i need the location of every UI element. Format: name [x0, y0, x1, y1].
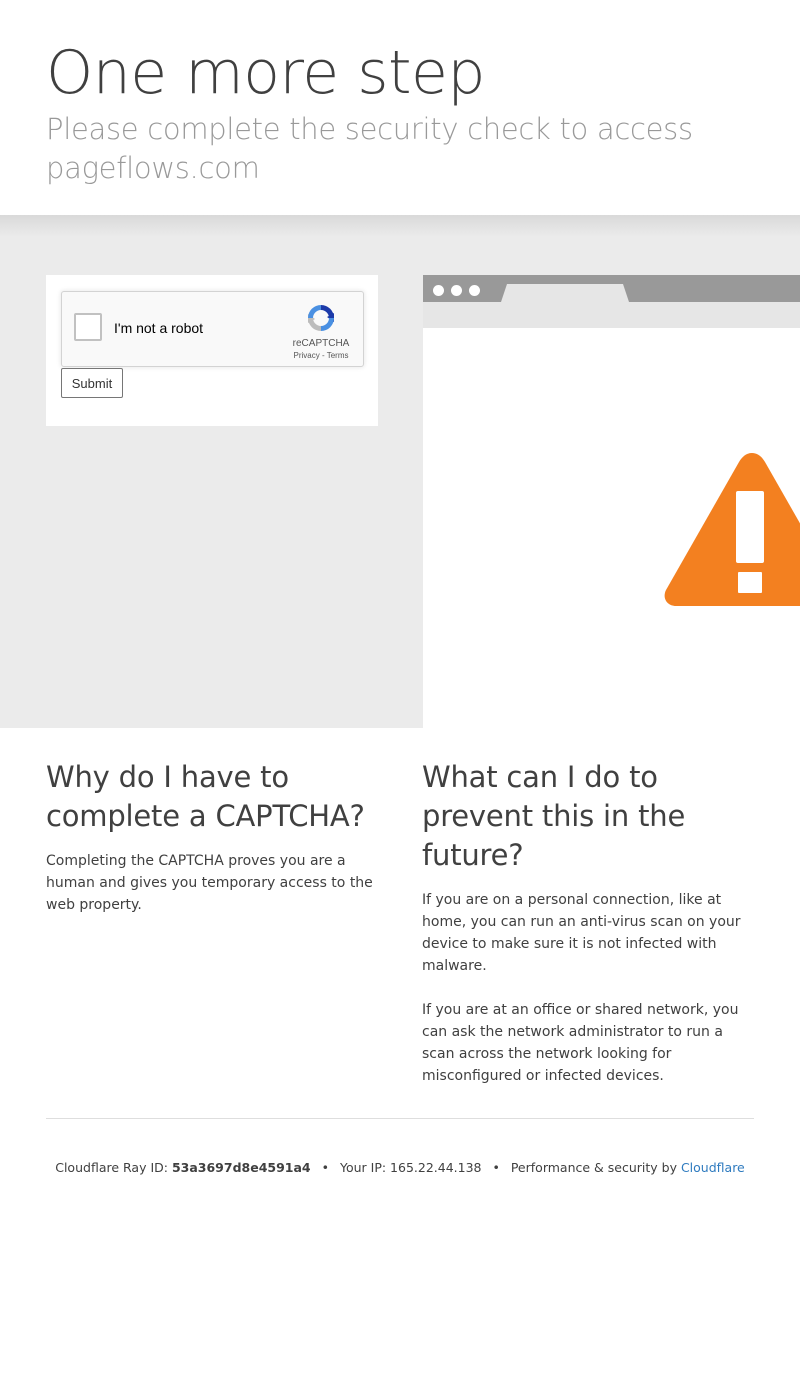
page-subtitle: Please complete the security check to access pageflows.com	[46, 112, 693, 185]
prevent-text-personal: If you are on a personal connection, like at home, you can run an anti-virus scan on your device to make sure it is not infected with malware.	[422, 892, 741, 974]
recaptcha-icon	[305, 302, 337, 334]
ray-id-label: Cloudflare Ray ID:	[55, 1160, 168, 1175]
page-title: One more step	[46, 38, 486, 108]
page-header	[0, 0, 800, 215]
browser-dot-icon	[469, 285, 480, 296]
footer-divider	[46, 1118, 754, 1119]
prevent-heading: What can I do to prevent this in the future?	[422, 760, 686, 872]
terms-link[interactable]: Terms	[326, 351, 349, 360]
browser-illustration	[423, 275, 800, 728]
why-captcha-section	[46, 758, 378, 916]
recaptcha-logo	[291, 302, 351, 360]
warning-triangle-icon	[662, 447, 800, 607]
browser-dot-icon	[451, 285, 462, 296]
link-separator: -	[319, 351, 327, 360]
privacy-link[interactable]: Privacy	[293, 351, 320, 360]
browser-titlebar	[423, 275, 800, 302]
ray-id-value: 53a3697d8e4591a4	[171, 1160, 311, 1175]
footer-separator: •	[492, 1160, 500, 1175]
recaptcha-widget	[61, 291, 364, 367]
captcha-form	[46, 275, 378, 426]
why-captcha-heading: Why do I have to complete a CAPTCHA?	[46, 760, 365, 833]
ip-value: 165.22.44.138	[390, 1160, 482, 1175]
performance-label: Performance & security by	[510, 1160, 677, 1175]
prevent-text-office: If you are at an office or shared network, you can ask the network administrator to run a scan across the network looking for misconfigured or infected devices.	[422, 1002, 739, 1084]
recaptcha-checkbox[interactable]	[74, 313, 102, 341]
recaptcha-links	[291, 351, 351, 360]
cloudflare-link[interactable]: Cloudflare	[680, 1160, 745, 1175]
recaptcha-label: I'm not a robot	[114, 320, 204, 336]
footer-separator: •	[321, 1160, 329, 1175]
why-captcha-text: Completing the CAPTCHA proves you are a human and gives you temporary access to the web property.	[46, 853, 373, 913]
browser-tab	[501, 284, 629, 302]
recaptcha-brand: reCAPTCHA	[292, 338, 350, 349]
ip-label: Your IP:	[339, 1160, 387, 1175]
browser-toolbar	[423, 302, 800, 328]
submit-button[interactable]: Submit	[61, 368, 123, 398]
browser-dot-icon	[433, 285, 444, 296]
footer	[0, 1160, 800, 1175]
prevent-section	[422, 758, 752, 1087]
